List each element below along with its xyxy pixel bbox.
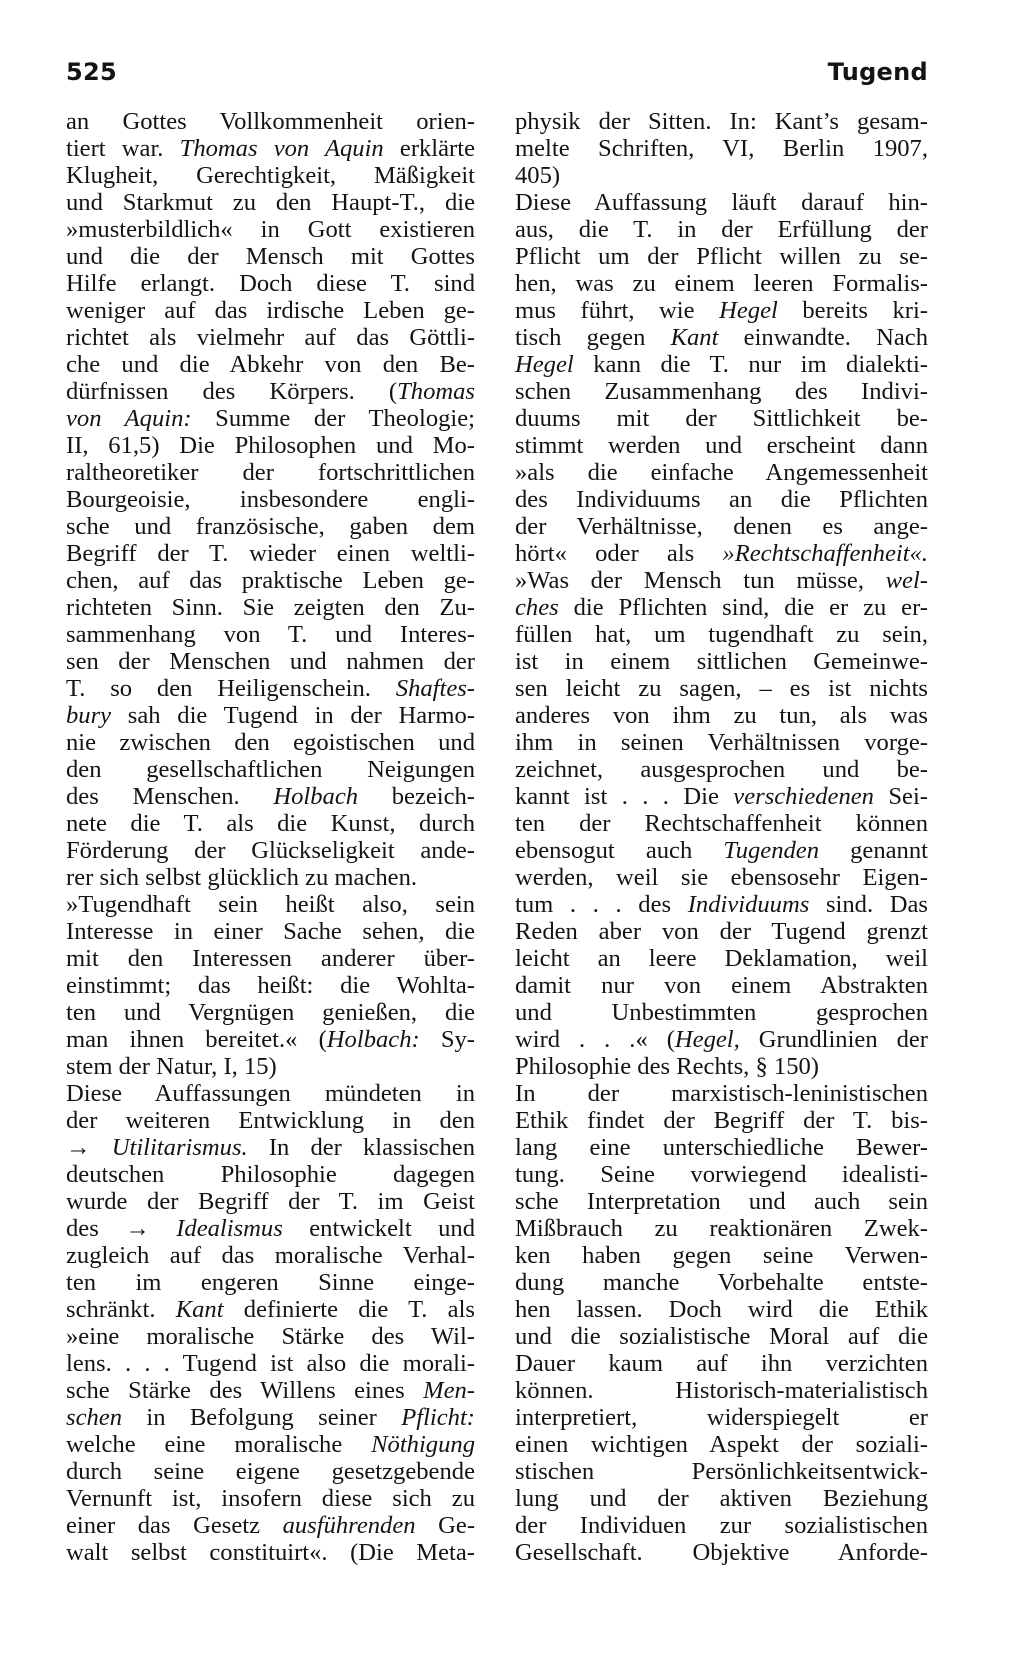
text-span: füllen hat, um tugendhaft zu sein,	[515, 621, 928, 648]
text-span: stem der Natur, I, 15)	[66, 1053, 277, 1080]
emphasis-text: Hegel,	[674, 1026, 740, 1053]
text-span: nie zwischen den egoistischen und	[66, 729, 475, 756]
text-span: des Individuums an die Pflichten	[515, 486, 928, 513]
text-span: man ihnen bereitet.« (	[66, 1026, 327, 1053]
text-span: chen, auf das praktische Leben ge-	[66, 567, 475, 594]
text-span: sen der Menschen und nahmen der	[66, 648, 475, 675]
text-line	[66, 513, 475, 540]
text-line	[66, 1431, 475, 1458]
text-span: ten im engeren Sinne einge-	[66, 1269, 475, 1296]
emphasis-text: Shaftes-	[395, 675, 475, 702]
text-line	[66, 1215, 475, 1242]
text-span: tiert war.	[66, 135, 180, 162]
text-span: Hilfe erlangt. Doch diese T. sind	[66, 270, 475, 297]
text-line	[66, 459, 475, 486]
text-line	[66, 891, 475, 918]
text-line	[515, 108, 928, 135]
text-span: walt selbst constituirt«. (Die Meta-	[66, 1539, 475, 1566]
emphasis-text: Kant	[670, 324, 719, 351]
text-span: schen Zusammenhang des Indivi-	[515, 378, 928, 405]
text-span: welche eine moralische	[66, 1431, 372, 1458]
text-line	[66, 351, 475, 378]
text-span: der weiteren Entwicklung in den	[66, 1107, 475, 1134]
text-line	[515, 135, 928, 162]
text-line	[515, 1377, 928, 1404]
text-span: an Gottes Vollkommenheit orien-	[66, 108, 475, 135]
text-line	[66, 918, 475, 945]
text-line	[515, 891, 928, 918]
text-line	[66, 1026, 475, 1053]
text-line	[515, 567, 928, 594]
emphasis-text: Individuums	[687, 891, 810, 918]
text-line	[515, 1350, 928, 1377]
text-line	[66, 108, 475, 135]
text-span: des →	[66, 1215, 177, 1242]
text-line	[66, 162, 475, 189]
text-line	[515, 999, 928, 1026]
text-span: schränkt.	[66, 1296, 176, 1323]
text-span: duums mit der Sittlichkeit be-	[515, 405, 928, 432]
text-line	[515, 1269, 928, 1296]
text-span: Philosophie des Rechts, § 150)	[515, 1053, 819, 1080]
emphasis-text: Thomas	[397, 378, 475, 405]
text-span: und Unbestimmten gesprochen	[515, 999, 928, 1026]
text-span: entwickelt und	[282, 1215, 475, 1242]
text-span: »Tugendhaft sein heißt also, sein	[66, 891, 475, 918]
text-span: einer das Gesetz	[66, 1512, 283, 1539]
text-span: richteten Sinn. Sie zeigten den Zu-	[66, 594, 475, 621]
text-line	[515, 405, 928, 432]
text-line	[515, 216, 928, 243]
text-span: che und die Abkehr von den Be-	[66, 351, 475, 378]
text-span: →	[66, 1134, 112, 1161]
text-line	[66, 1377, 475, 1404]
text-span: definierte die T. als	[223, 1296, 475, 1323]
text-span: Pflicht um der Pflicht willen zu se-	[515, 243, 928, 270]
text-line	[515, 729, 928, 756]
text-span: ken haben gegen seine Verwen-	[515, 1242, 928, 1269]
text-span: Sei-	[873, 783, 928, 810]
text-line	[66, 648, 475, 675]
text-span: physik der Sitten. In: Kant’s gesam-	[515, 108, 928, 135]
text-line	[515, 486, 928, 513]
text-line	[515, 324, 928, 351]
text-span: anderes von ihm zu tun, als was	[515, 702, 928, 729]
emphasis-text: wel-	[885, 567, 928, 594]
text-span: interpretiert, widerspiegelt er	[515, 1404, 928, 1431]
text-line	[66, 1539, 475, 1566]
text-span: Ethik findet der Begriff der T. bis-	[515, 1107, 928, 1134]
text-line	[66, 864, 475, 891]
emphasis-text: Tugenden	[723, 837, 820, 864]
text-span: In der klassischen	[247, 1134, 475, 1161]
text-span: Bourgeoisie, insbesondere engli-	[66, 486, 475, 513]
text-line	[515, 1053, 928, 1080]
emphasis-text: Men-	[423, 1377, 475, 1404]
text-line	[66, 810, 475, 837]
emphasis-text: Holbach:	[326, 1026, 420, 1053]
text-line	[515, 1404, 928, 1431]
text-line	[515, 837, 928, 864]
text-span: bereits kri-	[777, 297, 928, 324]
emphasis-text: Pflicht:	[401, 1404, 475, 1431]
text-line	[66, 189, 475, 216]
text-span: stimmt werden und erscheint dann	[515, 432, 928, 459]
text-line	[515, 945, 928, 972]
text-span: lens. . . . Tugend ist also die morali-	[66, 1350, 475, 1377]
text-span: Sy-	[419, 1026, 475, 1053]
text-line	[66, 1323, 475, 1350]
text-span: damit nur von einem Abstrakten	[515, 972, 928, 999]
text-line	[515, 1026, 928, 1053]
text-span: II, 61,5) Die Philosophen und Mo-	[66, 432, 475, 459]
text-span: sah die Tugend in der Harmo-	[111, 702, 475, 729]
emphasis-text: Holbach	[273, 783, 359, 810]
text-line	[66, 567, 475, 594]
text-line	[66, 729, 475, 756]
text-line	[66, 621, 475, 648]
text-span: »musterbildlich« in Gott existieren	[66, 216, 475, 243]
emphasis-text: ches	[515, 594, 559, 621]
text-line	[66, 1161, 475, 1188]
text-span: den gesellschaftlichen Neigungen	[66, 756, 475, 783]
text-line	[66, 297, 475, 324]
text-span: richtet als vielmehr auf das Göttli-	[66, 324, 475, 351]
text-line	[515, 1161, 928, 1188]
text-line	[66, 432, 475, 459]
text-span: Dauer kaum auf ihn verzichten	[515, 1350, 928, 1377]
text-span: mus führt, wie	[515, 297, 720, 324]
text-span: und Starkmut zu den Haupt-T., die	[66, 189, 475, 216]
text-line	[66, 1188, 475, 1215]
text-span: erklärte	[383, 135, 475, 162]
text-span: ten der Rechtschaffenheit können	[515, 810, 928, 837]
text-span: des Menschen.	[66, 783, 274, 810]
text-span: Förderung der Glückseligkeit ande-	[66, 837, 475, 864]
text-line	[66, 783, 475, 810]
text-span: sche und französische, gaben dem	[66, 513, 475, 540]
text-span: zugleich auf das moralische Verhal-	[66, 1242, 475, 1269]
text-column-left	[66, 108, 475, 1566]
text-line	[515, 513, 928, 540]
text-line	[515, 270, 928, 297]
emphasis-text: Nöthigung	[371, 1431, 475, 1458]
text-line	[66, 540, 475, 567]
text-span: der Individuen zur sozialistischen	[515, 1512, 928, 1539]
text-line	[66, 1458, 475, 1485]
emphasis-text: Hegel	[719, 297, 778, 324]
text-span: deutschen Philosophie dagegen	[66, 1161, 475, 1188]
text-span: genannt	[819, 837, 928, 864]
text-span: und die sozialistische Moral auf die	[515, 1323, 928, 1350]
text-span: lang eine unterschiedliche Bewer-	[515, 1134, 928, 1161]
text-span: sind. Das	[809, 891, 928, 918]
text-line	[515, 540, 928, 567]
text-span: Grundlinien der	[739, 1026, 928, 1053]
text-line	[66, 1512, 475, 1539]
text-span: dürfnissen des Körpers. (	[66, 378, 398, 405]
text-line	[66, 378, 475, 405]
text-line	[66, 1404, 475, 1431]
text-line	[66, 1485, 475, 1512]
text-line	[66, 486, 475, 513]
text-line	[515, 594, 928, 621]
text-span: rer sich selbst glücklich zu machen.	[66, 864, 418, 891]
running-title: Tugend	[827, 58, 928, 86]
text-span: weniger auf das irdische Leben ge-	[66, 297, 475, 324]
text-span: tung. Seine vorwiegend idealisti-	[515, 1161, 928, 1188]
text-span: tisch gegen	[515, 324, 671, 351]
text-line	[515, 621, 928, 648]
text-span: hen, was zu einem leeren Formalis-	[515, 270, 928, 297]
text-line	[515, 1242, 928, 1269]
text-line	[515, 972, 928, 999]
text-line	[66, 756, 475, 783]
text-line	[515, 1512, 928, 1539]
text-line	[515, 351, 928, 378]
text-span: »Was der Mensch tun müsse,	[515, 567, 886, 594]
text-line	[515, 1323, 928, 1350]
text-span: ebensogut auch	[515, 837, 724, 864]
text-span: Reden aber von der Tugend grenzt	[515, 918, 928, 945]
emphasis-text: verschiedenen	[733, 783, 874, 810]
text-line	[515, 675, 928, 702]
text-span: tum . . . des	[515, 891, 688, 918]
text-line	[515, 1107, 928, 1134]
text-span: die Pflichten sind, die er zu er-	[558, 594, 928, 621]
text-line	[66, 1107, 475, 1134]
text-line	[515, 864, 928, 891]
text-span: Diese Auffassung läuft darauf hin-	[515, 189, 928, 216]
text-line	[515, 1188, 928, 1215]
text-line	[66, 945, 475, 972]
text-span: einstimmt; das heißt: die Wohlta-	[66, 972, 475, 999]
emphasis-text: ausführenden	[282, 1512, 416, 1539]
text-line	[515, 459, 928, 486]
text-line	[515, 1485, 928, 1512]
text-span: hen lassen. Doch wird die Ethik	[515, 1296, 928, 1323]
text-span: Mißbrauch zu reaktionären Zwek-	[515, 1215, 928, 1242]
text-span: der Verhältnisse, denen es ange-	[515, 513, 928, 540]
text-span: ten und Vergnügen genießen, die	[66, 999, 475, 1026]
emphasis-text: bury	[66, 702, 112, 729]
text-span: wurde der Begriff der T. im Geist	[66, 1188, 475, 1215]
text-line	[515, 1215, 928, 1242]
text-span: Summe der Theologie;	[191, 405, 475, 432]
emphasis-text: Kant	[175, 1296, 224, 1323]
text-span: 405)	[515, 162, 561, 189]
text-span: Ge-	[415, 1512, 476, 1539]
text-line	[66, 594, 475, 621]
text-span: kannt ist . . . Die	[515, 783, 734, 810]
text-line	[66, 999, 475, 1026]
text-line	[66, 1080, 475, 1107]
text-span: ihm in seinen Verhältnissen vorge-	[515, 729, 928, 756]
text-span: »als die einfache Angemessenheit	[515, 459, 928, 486]
text-span: dung manche Vorbehalte entste-	[515, 1269, 928, 1296]
text-column-right	[515, 108, 928, 1566]
text-line	[515, 783, 928, 810]
text-span: ist in einem sittlichen Gemeinwe-	[515, 648, 928, 675]
text-span: bezeich-	[358, 783, 475, 810]
text-line	[66, 1242, 475, 1269]
text-span: sammenhang von T. und Interes-	[66, 621, 475, 648]
text-line	[515, 189, 928, 216]
text-span: können. Historisch-materialistisch	[515, 1377, 928, 1404]
text-line	[66, 324, 475, 351]
text-line	[515, 918, 928, 945]
text-span: einen wichtigen Aspekt der soziali-	[515, 1431, 928, 1458]
text-span: nete die T. als die Kunst, durch	[66, 810, 475, 837]
text-span: melte Schriften, VI, Berlin 1907,	[515, 135, 928, 162]
text-line	[66, 216, 475, 243]
text-span: T. so den Heiligenschein.	[66, 675, 396, 702]
text-span: wird . . .« (	[515, 1026, 675, 1053]
text-line	[515, 1458, 928, 1485]
text-line	[515, 702, 928, 729]
text-line	[66, 1134, 475, 1161]
text-span: durch seine eigene gesetzgebende	[66, 1458, 475, 1485]
text-line	[515, 1134, 928, 1161]
text-span: Gesellschaft. Objektive Anforde-	[515, 1539, 928, 1566]
emphasis-text: Utilitarismus.	[111, 1134, 248, 1161]
text-line	[515, 1080, 928, 1107]
emphasis-text: Thomas von Aquin	[179, 135, 384, 162]
text-line	[515, 432, 928, 459]
text-span: »eine moralische Stärke des Wil-	[66, 1323, 475, 1350]
emphasis-text: von Aquin:	[66, 405, 192, 432]
text-span: und die der Mensch mit Gottes	[66, 243, 475, 270]
text-span: zeichnet, ausgesprochen und be-	[515, 756, 928, 783]
text-span: Klugheit, Gerechtigkeit, Mäßigkeit	[66, 162, 475, 189]
text-line	[515, 648, 928, 675]
text-line	[66, 675, 475, 702]
text-line	[515, 1431, 928, 1458]
page-header	[66, 52, 928, 92]
text-line	[66, 972, 475, 999]
text-line	[66, 1296, 475, 1323]
text-span: hört« oder als	[515, 540, 723, 567]
text-line	[66, 837, 475, 864]
text-span: In der marxistisch-leninistischen	[515, 1080, 928, 1107]
text-span: sche Interpretation und auch sein	[515, 1188, 928, 1215]
emphasis-text: schen	[66, 1404, 122, 1431]
text-span: leicht an leere Deklamation, weil	[515, 945, 928, 972]
text-span: sen leicht zu sagen, – es ist nichts	[515, 675, 928, 702]
text-span: werden, weil sie ebensosehr Eigen-	[515, 864, 928, 891]
text-span: Interesse in einer Sache sehen, die	[66, 918, 475, 945]
text-line	[66, 243, 475, 270]
text-span: in Befolgung seiner	[122, 1404, 402, 1431]
text-line	[66, 1350, 475, 1377]
text-line	[66, 270, 475, 297]
text-span: Vernunft ist, insofern diese sich zu	[66, 1485, 475, 1512]
text-span: aus, die T. in der Erfüllung der	[515, 216, 928, 243]
text-line	[515, 162, 928, 189]
text-span: sche Stärke des Willens eines	[66, 1377, 424, 1404]
text-line	[515, 297, 928, 324]
text-span: Begriff der T. wieder einen weltli-	[66, 540, 475, 567]
text-line	[515, 243, 928, 270]
text-span: mit den Interessen anderer über-	[66, 945, 475, 972]
text-line	[515, 756, 928, 783]
text-span: stischen Persönlichkeitsentwick-	[515, 1458, 928, 1485]
text-span: lung und der aktiven Beziehung	[515, 1485, 928, 1512]
text-span: raltheoretiker der fortschrittlichen	[66, 459, 475, 486]
text-line	[515, 378, 928, 405]
text-line	[66, 1269, 475, 1296]
text-span: Diese Auffassungen mündeten in	[66, 1080, 475, 1107]
text-span: einwandte. Nach	[718, 324, 928, 351]
emphasis-text: »Rechtschaffenheit«.	[722, 540, 928, 567]
text-line	[66, 1053, 475, 1080]
emphasis-text: Hegel	[515, 351, 574, 378]
text-line	[66, 702, 475, 729]
text-line	[515, 810, 928, 837]
text-span: kann die T. nur im dialekti-	[573, 351, 928, 378]
text-line	[66, 135, 475, 162]
page-number: 525	[66, 58, 117, 86]
text-line	[515, 1539, 928, 1566]
text-line	[66, 405, 475, 432]
emphasis-text: Idealismus	[176, 1215, 283, 1242]
text-line	[515, 1296, 928, 1323]
